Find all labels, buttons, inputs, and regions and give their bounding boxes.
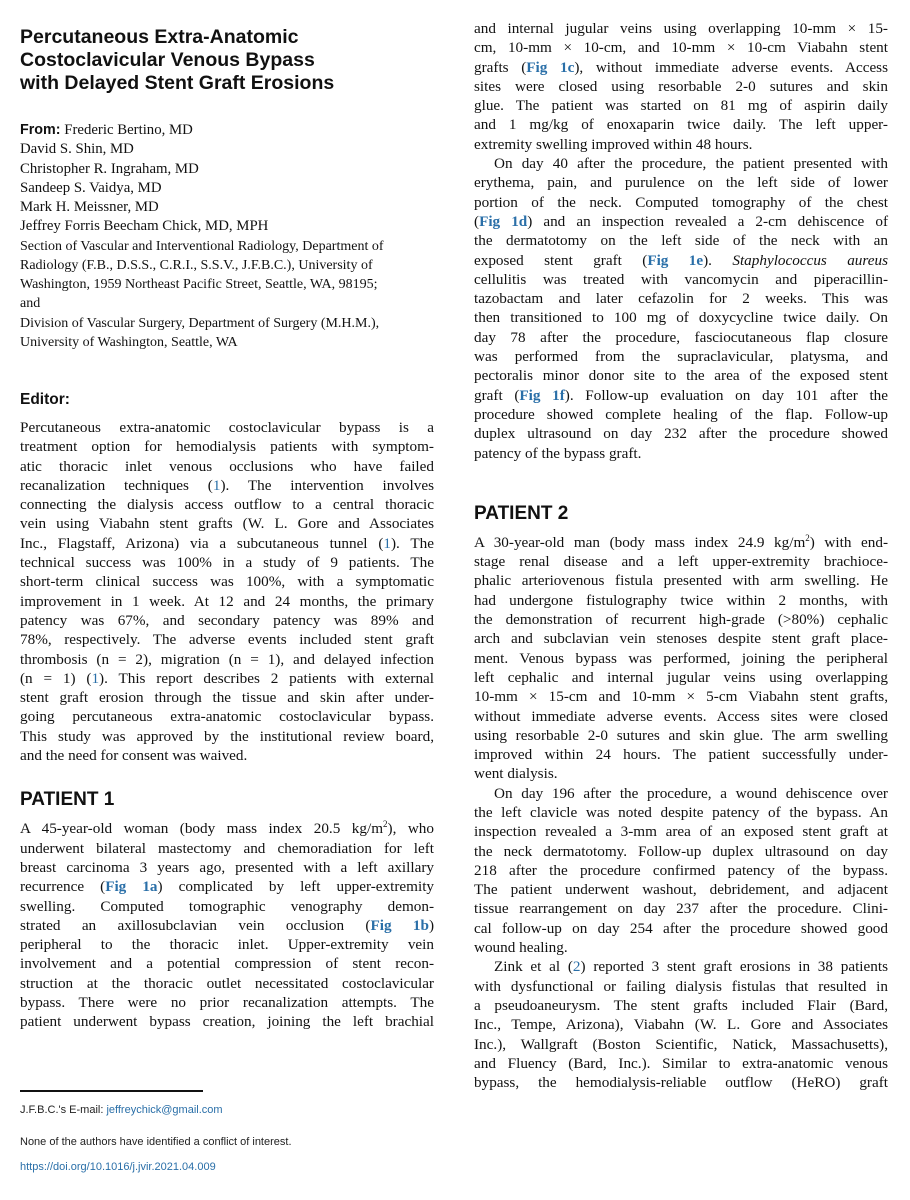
affiliation-line: and bbox=[20, 296, 41, 312]
text-line: duplex ultrasound on day 232 after the procedure showed bbox=[474, 425, 888, 443]
text-line: erythema, pain, and purulence on the left side of lower bbox=[474, 174, 888, 192]
ref-link[interactable]: 1 bbox=[212, 476, 221, 494]
text-line: tissue rearrangement on day 237 after the procedure. Clini- bbox=[474, 900, 888, 918]
text-line: involvement and a potential compression of stent recon- bbox=[20, 955, 434, 973]
text-line: the dermatotomy on the left side of the neck with an bbox=[474, 232, 888, 250]
patient1-paragraph bbox=[20, 819, 434, 1031]
from-label: From: bbox=[20, 122, 61, 138]
text-line: arch and subclavian vein stenoses despite stent graft place- bbox=[474, 630, 888, 648]
author-name: Sandeep S. Vaidya, MD bbox=[20, 179, 162, 196]
fig-link[interactable]: Fig 1b bbox=[370, 916, 429, 934]
email-label: J.F.B.C.'s E-mail: bbox=[20, 1104, 107, 1116]
author-line-first bbox=[20, 121, 434, 140]
text-line: The patient underwent washout, debridement, and adjacent bbox=[474, 881, 888, 899]
text-line: tazobactam and later cefazolin for 2 weeks. This was bbox=[474, 290, 888, 308]
text-line: and the need for consent was waived. bbox=[20, 747, 248, 765]
text-line: cellulitis was treated with vancomycin and piperacillin- bbox=[474, 270, 888, 288]
text-line: On day 196 after the procedure, a wound dehiscence over bbox=[494, 784, 888, 802]
author-list bbox=[20, 121, 434, 352]
footnote-conflict: None of the authors have identified a conflict of interest. bbox=[20, 1136, 292, 1148]
fig-link[interactable]: Fig 1e bbox=[647, 251, 704, 269]
fig-link[interactable]: Fig 1d bbox=[479, 212, 528, 230]
text-line-with-fig: (Fig 1d) and an inspection revealed a 2-cm dehiscence of bbox=[474, 212, 888, 230]
text-line: cal follow-up on day 254 after the procedure showed good bbox=[474, 919, 888, 937]
text-line: without immediate adverse events. Access sites were closed bbox=[474, 707, 888, 725]
text-line: day 78 after the procedure, fasciocutaneous flap closure bbox=[474, 328, 888, 346]
text-line: peripheral to the thoracic inlet. Upper-extremity vein bbox=[20, 936, 434, 954]
fig-link[interactable]: Fig 1a bbox=[105, 878, 158, 896]
text-line: This study was approved by the institutional review board, bbox=[20, 727, 434, 745]
title-line: Percutaneous Extra-Anatomic bbox=[20, 26, 299, 48]
text-line: A 30-year-old man (body mass index 24.9 $kg/m^2$) with end- bbox=[474, 532, 888, 551]
text-line: then transitioned to 100 mg of doxycycline twice daily. On bbox=[474, 309, 888, 327]
text-line: portion of the neck. Computed tomography of the chest bbox=[474, 193, 888, 211]
patient2-heading: PATIENT 2 bbox=[474, 502, 569, 524]
text-line: procedure showed complete healing of the flap. Follow-up bbox=[474, 405, 888, 423]
text-line: a pseudoaneurysm. The stent grafts included Flair (Bard, bbox=[474, 996, 888, 1014]
text-line: swelling. Computed tomographic venography demon- bbox=[20, 897, 434, 915]
ref-link[interactable]: 1 bbox=[91, 669, 100, 687]
text-line: the left clavicle was noted despite patency of the bypass. An bbox=[474, 803, 888, 821]
text-line: stent graft erosion through the tissue and skin after under- bbox=[20, 689, 434, 707]
affiliation-line: University of Washington, Seattle, WA bbox=[20, 334, 238, 350]
editor-paragraph bbox=[20, 418, 434, 765]
author-name: David S. Shin, MD bbox=[20, 141, 134, 158]
text-line: thrombosis (n = 2), migration (n = 1), and delayed infection bbox=[20, 650, 434, 668]
text-line: Percutaneous extra-anatomic costoclavicular bypass is a bbox=[20, 419, 434, 436]
text-line-with-fig: exposed stent graft (Fig 1e). Staphylococcus aureus bbox=[474, 251, 888, 269]
text-line: 218 after the procedure confirmed patency of the bypass. bbox=[474, 861, 888, 879]
affiliation-line: Division of Vascular Surgery, Department of Surgery (M.H.M.), bbox=[20, 315, 380, 331]
text-line: pectoralis minor donor site to the area of the exposed stent bbox=[474, 367, 888, 385]
text-line: patency of the bypass graft. bbox=[474, 444, 642, 462]
text-line: bypass. There were no prior recanalization attempts. The bbox=[20, 994, 434, 1012]
text-line-with-fig: graft (Fig 1f). Follow-up evaluation on day 101 after the bbox=[474, 386, 889, 404]
text-line: connecting the dialysis access outflow to a central thoracic bbox=[20, 496, 434, 514]
text-line-with-ref: (n = 1) (1). This report describes 2 patients with external bbox=[20, 669, 435, 687]
text-line: and Fluency (Bard, Inc.). Similar to extra-anatomic venous bbox=[474, 1054, 888, 1072]
text-line: On day 40 after the procedure, the patient presented with bbox=[494, 155, 888, 173]
discussion-paragraph bbox=[474, 957, 888, 1092]
text-line-with-ref: Zink et al (2) reported 3 stent graft erosions in 38 patients bbox=[494, 958, 888, 976]
text-line: had undergone fistulography twice within 2 months, with bbox=[474, 591, 888, 609]
ref-link[interactable]: 2 bbox=[572, 958, 581, 976]
text-line: breast carcinoma 3 years ago, presented with a left axillary bbox=[20, 858, 434, 876]
text-line: treatment option for hemodialysis patients with symptom- bbox=[20, 438, 434, 456]
author-name: Jeffrey Forris Beecham Chick, MD, MPH bbox=[20, 218, 269, 235]
text-line: A 45-year-old woman (body mass index 20.5 $kg/m^2$), who bbox=[20, 819, 434, 838]
text-line: the neck dermatotomy. Follow-up duplex ultrasound on day bbox=[474, 842, 888, 860]
text-line-with-ref: recanalization techniques (1). The intervention involves bbox=[20, 476, 434, 494]
text-line: technical success was 100% in a study of 9 patients. The bbox=[20, 554, 434, 572]
text-line: 10-mm × 15-cm and 10-mm × 5-cm Viabahn stent grafts, bbox=[474, 688, 888, 706]
text-line: was performed from the supraclavicular, platysma, and bbox=[474, 348, 888, 366]
affiliation-line: Radiology (F.B., D.S.S., C.R.I., S.S.V., J.F.B.C.), University of bbox=[20, 257, 373, 273]
affiliation bbox=[20, 237, 434, 352]
text-line-with-fig: recurrence (Fig 1a) complicated by left upper-extremity bbox=[20, 878, 435, 896]
text-line: 78%, respectively. The adverse events included stent graft bbox=[20, 631, 434, 649]
text-line: improved within 24 hours. The patient successfully under- bbox=[474, 746, 888, 764]
footnote-rule bbox=[20, 1090, 203, 1092]
patient2-day196-paragraph bbox=[474, 784, 888, 958]
title-line: Costoclavicular Venous Bypass bbox=[20, 49, 315, 71]
text-line: short-term clinical success was 100%, with a symptomatic bbox=[20, 573, 434, 591]
text-line: bypass, the hemodialysis-reliable outflow (HeRO) graft bbox=[474, 1074, 888, 1092]
text-line: left cephalic and internal jugular veins using overlapping bbox=[474, 668, 888, 686]
text-line: vein using Viabahn stent grafts (W. L. Gore and Associates bbox=[20, 515, 434, 533]
editor-heading: Editor: bbox=[20, 391, 70, 408]
author-name: Frederic Bertino, MD bbox=[64, 122, 193, 138]
text-line-with-ref: Inc., Flagstaff, Arizona) via a subcutaneous tunnel (1). The bbox=[20, 534, 434, 552]
text-line-with-fig: strated an axillosubclavian vein occlusion (Fig 1b) bbox=[20, 916, 435, 934]
text-line: Inc., Tempe, Arizona), Viabahn (W. L. Gore and Associates bbox=[474, 1016, 888, 1034]
ref-link[interactable]: 1 bbox=[383, 534, 391, 552]
text-line: glue. The patient was started on 81 mg of aspirin daily bbox=[474, 97, 888, 115]
article-title bbox=[20, 26, 434, 95]
doi-text[interactable]: https://doi.org/10.1016/j.jvir.2021.04.009 bbox=[20, 1161, 216, 1173]
text-line: ment. Venous bypass was performed, joining the peripheral bbox=[474, 649, 888, 667]
text-line: cm, 10-mm × 10-cm, and 10-mm × 10-cm Viabahn stent bbox=[474, 39, 888, 57]
text-line: and internal jugular veins using overlapping 10-mm × 15- bbox=[474, 20, 888, 37]
text-line: patency was 67%, and secondary patency was 89% and bbox=[20, 611, 434, 629]
affiliation-line: Washington, 1959 Northeast Pacific Street, Seattle, WA, 98195; bbox=[20, 277, 378, 293]
text-line: sites were closed using resorbable 2-0 sutures and skin bbox=[474, 77, 888, 95]
fig-link[interactable]: Fig 1f bbox=[519, 386, 565, 404]
patient1-heading: PATIENT 1 bbox=[20, 789, 115, 811]
text-line: going percutaneous extra-anatomic costoclavicular bypass. bbox=[20, 708, 434, 726]
text-line: with dysfunctional or failing dialysis fistulas that resulted in bbox=[474, 977, 888, 995]
patient1-continued-paragraph bbox=[474, 19, 888, 154]
author-name: Mark H. Meissner, MD bbox=[20, 199, 159, 216]
text-line: went dialysis. bbox=[474, 765, 558, 783]
text-line-with-fig: grafts (Fig 1c), without immediate adverse events. Access bbox=[474, 58, 889, 76]
left-column bbox=[20, 0, 434, 1032]
patient2-paragraph bbox=[474, 533, 888, 784]
patient1-day40-paragraph bbox=[474, 154, 888, 463]
footnote-email bbox=[20, 1104, 223, 1116]
text-line: and 1 mg/kg of enoxaparin twice daily. The left upper- bbox=[474, 116, 888, 134]
text-line: Inc.), Wallgraft (Boston Scientific, Natick, Massachusetts), bbox=[474, 1035, 888, 1053]
text-line: phalic arteriovenous fistula presented with arm swelling. He bbox=[474, 572, 888, 590]
text-line: using resorbable 2-0 sutures and skin glue. The arm swelling bbox=[474, 726, 888, 744]
affiliation-line: Section of Vascular and Interventional Radiology, Department of bbox=[20, 238, 384, 254]
text-line: improvement in 1 week. At 12 and 24 months, the primary bbox=[20, 592, 434, 610]
title-line: with Delayed Stent Graft Erosions bbox=[20, 72, 335, 94]
text-line: inspection revealed a 3-mm area of an exposed stent graft at bbox=[474, 823, 888, 841]
text-line: underwent bilateral mastectomy and chemoradiation for left bbox=[20, 839, 434, 857]
email-link[interactable]: jeffreychick@gmail.com bbox=[106, 1104, 223, 1116]
doi-link[interactable] bbox=[20, 1161, 216, 1173]
text-line: wound healing. bbox=[474, 939, 568, 957]
fig-link[interactable]: Fig 1c bbox=[526, 58, 575, 76]
text-line: atic thoracic inlet venous occlusions who have failed bbox=[20, 457, 434, 475]
text-line: extremity swelling improved within 48 hours. bbox=[474, 135, 753, 153]
text-line: patient underwent bypass creation, joining the left brachial bbox=[20, 1013, 434, 1031]
text-line: struction at the thoracic outlet necessitated costoclavicular bbox=[20, 974, 434, 992]
author-name: Christopher R. Ingraham, MD bbox=[20, 160, 199, 177]
text-line: stage renal disease and a left upper-extremity brachioce- bbox=[474, 553, 888, 571]
right-column bbox=[474, 19, 888, 1092]
text-line: the demonstration of recurrent high-grade (>80%) cephalic bbox=[474, 611, 888, 629]
